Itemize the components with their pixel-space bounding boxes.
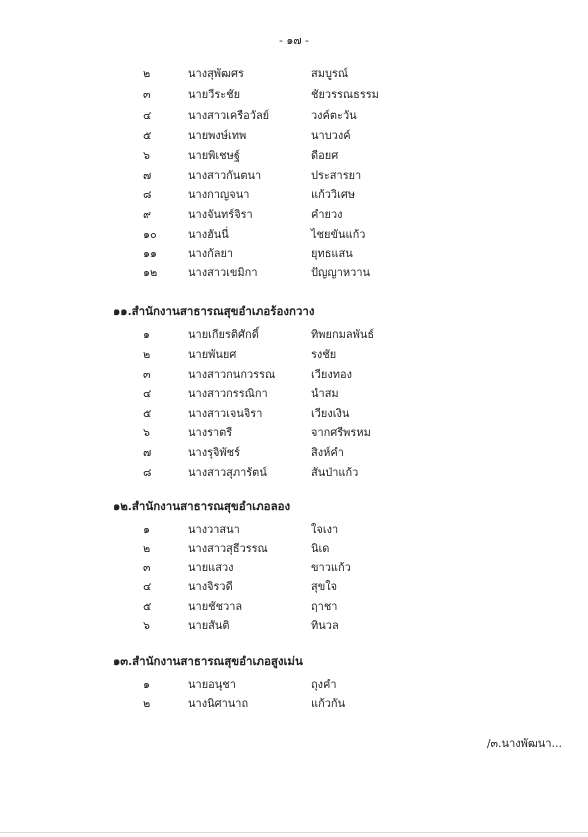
- first-name: นายพงษ์เทพ: [188, 129, 247, 142]
- first-name: นางนิศานาถ: [188, 697, 249, 710]
- last-name: นิเด: [311, 542, 330, 555]
- item-number: ๑: [143, 523, 150, 536]
- item-number: ๗: [143, 169, 152, 182]
- first-name: นางสาวสุธีวรรณ: [188, 542, 268, 555]
- item-number: ๖: [143, 149, 150, 162]
- first-name: นางกัลยา: [188, 247, 234, 260]
- last-name: เวียงเงิน: [311, 407, 350, 420]
- item-number: ๗: [143, 446, 152, 459]
- last-name: นำสม: [311, 387, 339, 400]
- first-name: นายอนุชา: [188, 678, 236, 691]
- item-number: ๑๒: [143, 266, 158, 279]
- item-number: ๓: [143, 561, 151, 574]
- page-edge-line: [0, 832, 588, 833]
- item-number: ๑: [143, 678, 150, 691]
- first-name: นายวีระชัย: [188, 88, 241, 101]
- first-name: นางจิรวดี: [188, 580, 233, 593]
- last-name: วงค์ตะวัน: [311, 109, 357, 122]
- last-name: เวียงทอง: [311, 368, 352, 381]
- item-number: ๑: [143, 328, 150, 341]
- last-name: คำยวง: [311, 208, 343, 221]
- item-number: ๒: [143, 542, 151, 555]
- last-name: สมบูรณ์: [311, 67, 349, 80]
- page-number: - ๑๗ -: [279, 34, 309, 47]
- first-name: นายพิเชษฐ์: [188, 149, 240, 162]
- section-heading: ๑๒.สำนักงานสาธารณสุขอำเภอลอง: [113, 499, 291, 513]
- first-name: นางฮันนี่: [188, 228, 229, 241]
- item-number: ๓: [143, 88, 151, 101]
- last-name: แก้ววิเศษ: [311, 188, 356, 201]
- item-number: ๙: [143, 208, 152, 221]
- item-number: ๒: [143, 697, 151, 710]
- item-number: ๔: [143, 109, 152, 122]
- first-name: นางจันทร์จิรา: [188, 208, 253, 221]
- last-name: ขาวแก้ว: [311, 561, 351, 574]
- first-name: นางวาสนา: [188, 523, 240, 536]
- last-name: ทินวล: [311, 619, 339, 632]
- last-name: ไชยขันแก้ว: [311, 228, 366, 241]
- last-name: ยุทธแสน: [311, 247, 353, 260]
- last-name: สุขใจ: [311, 580, 338, 593]
- item-number: ๑๐: [143, 228, 157, 241]
- first-name: นางสาวเขมิกา: [188, 266, 258, 279]
- first-name: นางรุจิพัชร์: [188, 446, 241, 459]
- first-name: นางสาวกนกวรรณ: [188, 368, 276, 381]
- last-name: ฤาชา: [311, 600, 338, 613]
- first-name: นายสันติ: [188, 619, 230, 632]
- item-number: ๒: [143, 67, 151, 80]
- section-heading: ๑๓.สำนักงานสาธารณสุขอำเภอสูงเม่น: [113, 654, 303, 668]
- last-name: รงชัย: [311, 348, 337, 361]
- item-number: ๘: [143, 466, 152, 479]
- first-name: นางสาวสุภารัตน์: [188, 466, 267, 479]
- item-number: ๕: [143, 600, 152, 613]
- item-number: ๑๑: [143, 247, 157, 260]
- first-name: นางสุพัฒศร: [188, 67, 244, 80]
- last-name: ปัญญาหวาน: [311, 266, 371, 279]
- first-name: นางสาวกันตนา: [188, 169, 262, 182]
- item-number: ๔: [143, 580, 152, 593]
- first-name: นายเกียรติศักดิ์: [188, 328, 259, 341]
- last-name: ประสารยา: [311, 169, 362, 182]
- item-number: ๘: [143, 188, 152, 201]
- item-number: ๔: [143, 387, 152, 400]
- last-name: จากศรีพรหม: [311, 426, 371, 439]
- last-name: ทิพยกมลพันธ์: [311, 328, 375, 341]
- item-number: ๖: [143, 426, 150, 439]
- first-name: นางสาวเครือวัลย์: [188, 109, 270, 122]
- first-name: นายชัชวาล: [188, 600, 243, 613]
- item-number: ๕: [143, 407, 152, 420]
- continuation-note: /๓.นางพัฒนา...: [486, 737, 562, 750]
- item-number: ๒: [143, 348, 151, 361]
- first-name: นางราตรี: [188, 426, 233, 439]
- first-name: นางกาญจนา: [188, 188, 250, 201]
- first-name: นายแสวง: [188, 561, 234, 574]
- last-name: ใจเงา: [311, 523, 339, 536]
- last-name: ดีอยศ: [311, 149, 339, 162]
- last-name: นาบวงค์: [311, 129, 351, 142]
- item-number: ๖: [143, 619, 150, 632]
- section-heading: ๑๑.สำนักงานสาธารณสุขอำเภอร้องกวาง: [113, 304, 315, 318]
- first-name: นางสาวกรรณิกา: [188, 387, 268, 400]
- last-name: สิงห์คำ: [311, 446, 344, 459]
- item-number: ๕: [143, 129, 152, 142]
- last-name: สันป่าแก้ว: [311, 466, 359, 479]
- first-name: นายพันยศ: [188, 348, 237, 361]
- last-name: ถุงคำ: [311, 678, 337, 691]
- first-name: นางสาวเจนจิรา: [188, 407, 263, 420]
- last-name: แก้วกัน: [311, 697, 346, 710]
- last-name: ชัยวรรณธรรม: [311, 88, 379, 101]
- item-number: ๓: [143, 368, 151, 381]
